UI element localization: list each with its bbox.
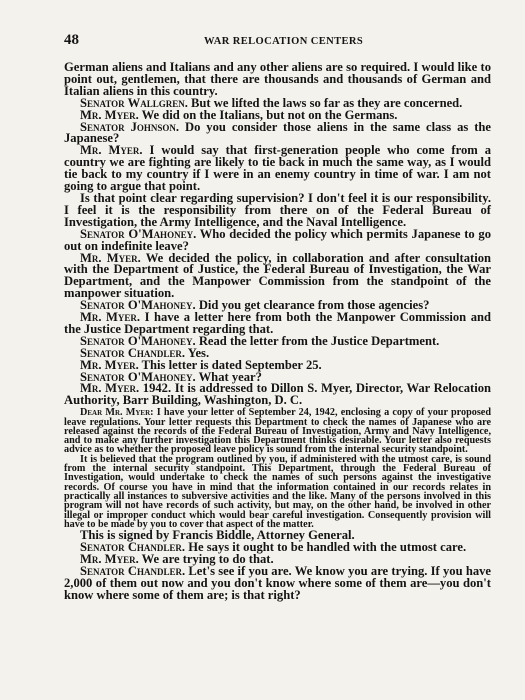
letter-text: It is believed that the program outlined by you, if administered with the utmost care, is sound from the internal security standpoint. This Department, through the Federal Bureau of Investigation, would undertake to check the names of such persons against the investigative records. Of course you have in mind that the information contained in our records relates in practically all instances to subversive activities and the like. Many of the persons involved in this program will not have records of such activity, but may, on the other hand, be involved in other illegal or improper conduct which would bear careful investigation. Consequently provision will have to be made by you to cover that aspect of the matter. xyxy=(64,453,491,530)
paragraph-text: Did you get clearance from those agencies? xyxy=(195,298,430,313)
speaker-name: Mr. Myer. xyxy=(80,107,139,122)
paragraph-text: We decided the policy, in collaboration and after consultation with the Department of Justice, the Federal Bureau of Investigation, the War Department, and the Manpower Commission from the standpoint of the manpower situation. xyxy=(64,250,491,301)
paragraph-text: We are trying to do that. xyxy=(138,551,274,566)
speaker-name: Senator O'Mahoney. xyxy=(80,298,196,313)
paragraph xyxy=(64,312,491,336)
quoted-letter xyxy=(64,408,491,529)
speaker-name: Senator Chandler. xyxy=(80,345,186,360)
speaker-name: Mr. Myer. xyxy=(80,310,141,325)
paragraph xyxy=(64,190,491,229)
paragraph-text: I would say that first-generation people who come from a country we are fighting are likely to tie back in much the same way, as I would tie back to my country if I were in an enemy country in time of war. I am not going to argue that point. xyxy=(64,143,491,194)
paragraph xyxy=(64,226,491,253)
page-number: 48 xyxy=(64,32,79,48)
speaker-name: Senator Chandler. xyxy=(80,540,186,555)
paragraph xyxy=(64,119,491,146)
page-header xyxy=(64,32,491,50)
paragraph xyxy=(64,62,491,98)
paragraph xyxy=(64,145,491,193)
paragraph-text: Read the letter from the Justice Department. xyxy=(195,333,440,348)
speaker-name: Senator Johnson. xyxy=(80,119,180,134)
speaker-name: Mr. Myer. xyxy=(80,551,139,566)
paragraph-text: German aliens and Italians and any other aliens are so required. I would like to point out, gentlemen, that there are thousands and thousands of German and Italian aliens in this country. xyxy=(64,60,491,98)
speaker-name: Senator O'Mahoney. xyxy=(80,369,196,384)
paragraph xyxy=(64,383,491,407)
speaker-name: Mr. Myer. xyxy=(80,143,143,158)
letter-paragraph xyxy=(64,408,491,454)
speaker-name: Senator Chandler. xyxy=(80,563,186,578)
paragraph-text: Do you consider those aliens in the same class as the Japanese? xyxy=(64,119,491,146)
paragraph-text: This is signed by Francis Biddle, Attorney General. xyxy=(80,528,355,543)
speaker-name: Senator O'Mahoney. xyxy=(80,333,196,348)
speaker-name: Senator O'Mahoney. xyxy=(80,226,197,241)
paragraph-text: We did on the Italians, but not on the Germans. xyxy=(138,107,398,122)
speaker-name: Mr. Myer. xyxy=(80,250,141,265)
paragraph-text: Let's see if you are. We know you are trying. If you have 2,000 of them out now and you don't know where some of them are—you don't know where some of them are; is that right? xyxy=(64,563,492,602)
paragraph-text: Who decided the policy which permits Japanese to go out on indefinite leave? xyxy=(64,226,491,253)
paragraph-text: Is that point clear regarding supervision? I don't feel it is our responsibility. I feel it is the responsibility from there on of the Federal Bureau of Investigation, the Army Intelligence, and the Naval Intelligence. xyxy=(64,190,491,229)
paragraph-text: He says it ought to be handled with the utmost care. xyxy=(185,540,467,555)
paragraph xyxy=(64,563,492,602)
letter-salutation: Dear Mr. Myer: xyxy=(80,407,154,419)
speaker-name: Mr. Myer. xyxy=(80,381,140,396)
paragraph-text: But we lifted the laws so far as they are concerned. xyxy=(187,95,463,110)
paragraph xyxy=(64,250,491,301)
running-title: WAR RELOCATION CENTERS xyxy=(204,36,364,47)
speaker-name: Senator Wallgren. xyxy=(80,95,188,110)
paragraph-text: This letter is dated September 25. xyxy=(138,357,322,372)
testimony-body xyxy=(64,62,491,602)
paragraph-text: What year? xyxy=(195,369,262,384)
letter-text: I have your letter of September 24, 1942, enclosing a copy of your proposed leave regulations. Your letter requests this Department to check the names of Japanese who are released against the records of the Federal Bureau of Investigation, Army and Navy Intelligence, and to make any further investigation this Department thinks desirable. Your letter also requests advice as to whether the proposed leave policy is sound from the internal security standpoint. xyxy=(64,407,491,456)
letter-paragraph xyxy=(64,455,491,529)
speaker-name: Mr. Myer. xyxy=(80,357,139,372)
paragraph-text: 1942. It is addressed to Dillon S. Myer, Director, War Relocation Authority, Barr Building, Washington, D. C. xyxy=(64,381,491,408)
paragraph-text: I have a letter here from both the Manpower Commission and the Justice Department regarding that. xyxy=(64,310,491,336)
paragraph-text: Yes. xyxy=(185,345,210,360)
